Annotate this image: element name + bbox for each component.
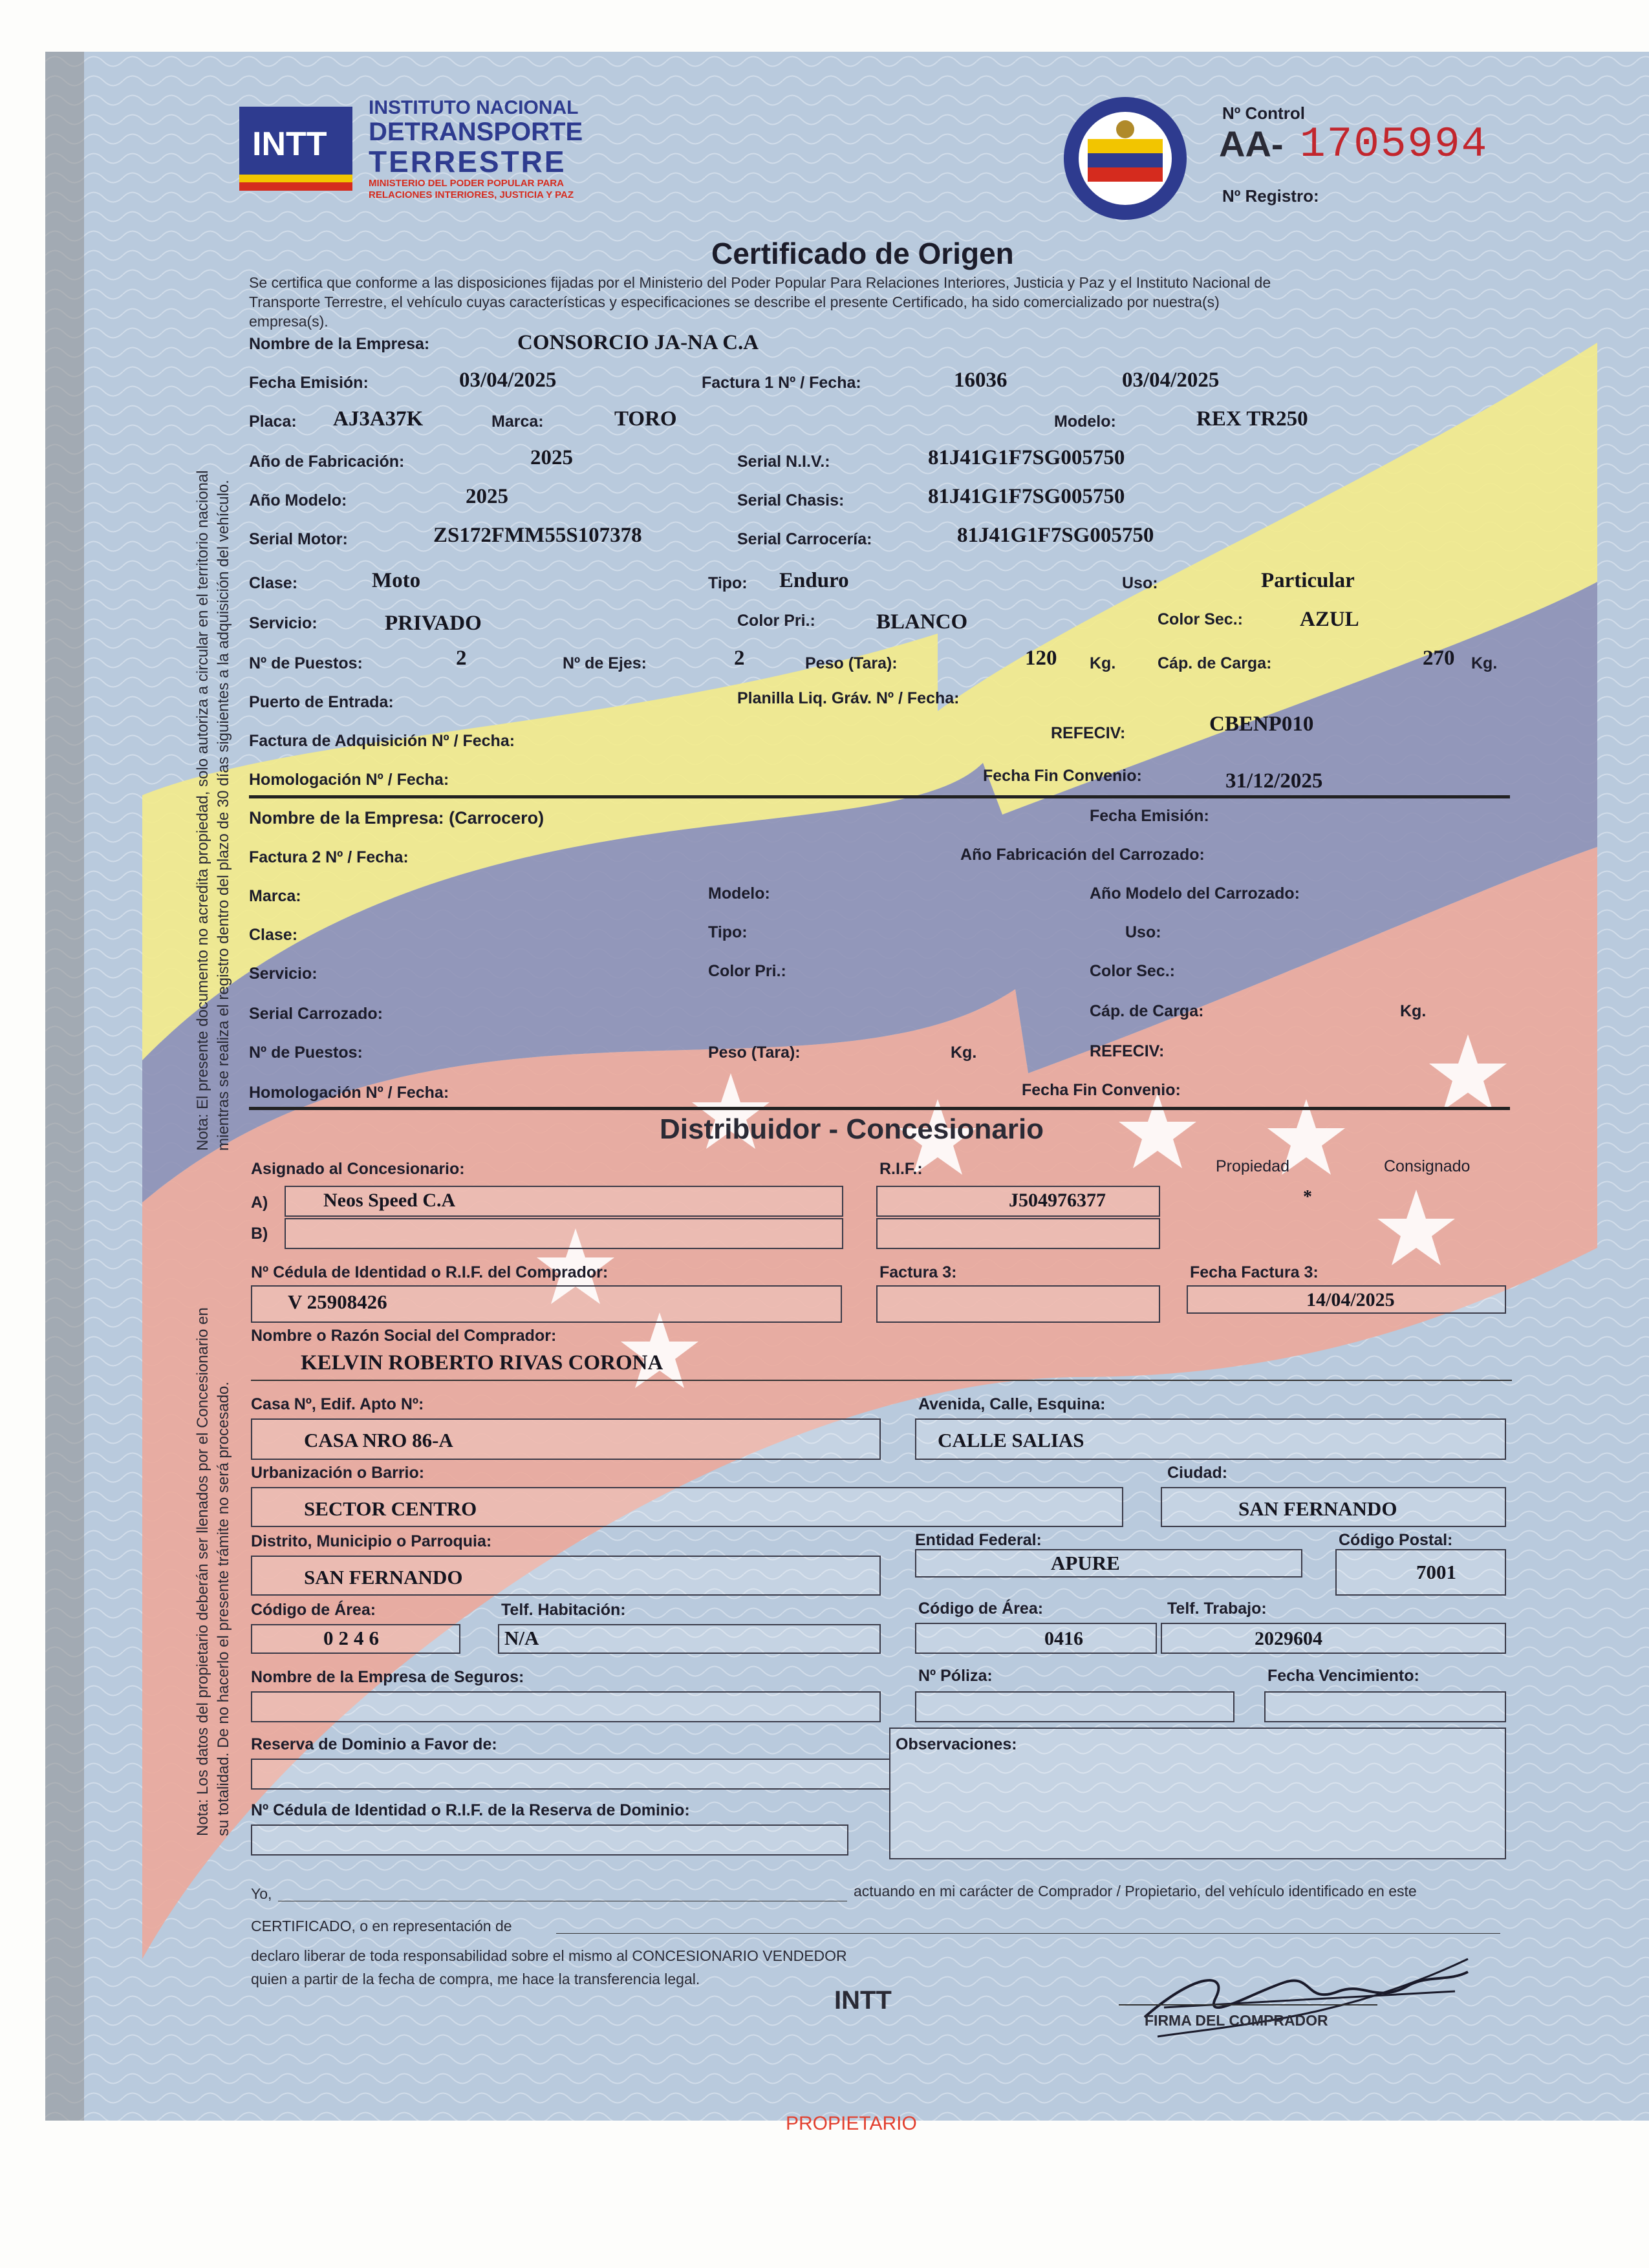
anio-fab-label: Año de Fabricación: xyxy=(249,453,405,471)
carroceria-label: Serial Carrocería: xyxy=(737,530,872,548)
ciudad-value: SAN FERNANDO xyxy=(1238,1497,1397,1520)
modelo-value: REX TR250 xyxy=(1196,407,1308,431)
intro-line2: Transporte Terrestre, el vehículo cuyas características y especificaciones se describe el presente Certificado, ha sido comercializado por nuestra(s) xyxy=(249,294,1220,310)
cedula-value: V 25908426 xyxy=(288,1290,387,1313)
puestos-value: 2 xyxy=(456,647,467,670)
carrocero-empresa-label: Nombre de la Empresa: (Carrocero) xyxy=(249,808,544,828)
carrocero-marca-label: Marca: xyxy=(249,887,301,905)
area2-label: Código de Área: xyxy=(918,1599,1044,1618)
institute-line2: DETRANSPORTE xyxy=(369,118,583,146)
uso-label: Uso: xyxy=(1122,574,1158,592)
page-title: Certificado de Origen xyxy=(711,237,1014,270)
vencimiento-label: Fecha Vencimiento: xyxy=(1267,1667,1419,1685)
fecha-factura3-label: Fecha Factura 3: xyxy=(1190,1263,1319,1281)
casa-label: Casa Nº, Edif. Apto Nº: xyxy=(251,1395,424,1413)
control-number: 1705994 xyxy=(1300,120,1489,169)
carroceria-value: 81J41G1F7SG005750 xyxy=(957,524,1154,547)
comprador-nombre-label: Nombre o Razón Social del Comprador: xyxy=(251,1327,557,1345)
rif-b-field[interactable] xyxy=(876,1218,1160,1249)
motor-label: Serial Motor: xyxy=(249,530,348,548)
rif-label: R.I.F.: xyxy=(879,1160,923,1178)
carrocero-peso-unit: Kg. xyxy=(951,1043,977,1062)
intro-line1: Se certifica que conforme a las disposiciones fijadas por el Ministerio del Poder Popular Para Relaciones Interiores, Justicia y Paz y el Instituto Nacional de xyxy=(249,274,1271,291)
declaration-yo: Yo, xyxy=(251,1885,272,1902)
color-sec-value: AZUL xyxy=(1300,608,1359,631)
section-divider xyxy=(249,795,1510,798)
anio-modelo-label: Año Modelo: xyxy=(249,491,347,509)
intt-logo xyxy=(239,107,352,191)
factura2-label: Factura 2 Nº / Fecha: xyxy=(249,848,409,866)
control-label: Nº Control xyxy=(1222,103,1305,123)
telf-hab-label: Telf. Habitación: xyxy=(501,1601,626,1619)
carrocero-uso-label: Uso: xyxy=(1125,923,1161,941)
fecha-factura3-value: 14/04/2025 xyxy=(1306,1289,1395,1311)
national-seal-icon xyxy=(1061,94,1190,223)
side-note2-line1: Nota: Los datos del propietario deberán ser llenados por el Concesionario en xyxy=(194,1307,211,1836)
carrocero-servicio-label: Servicio: xyxy=(249,965,318,983)
carrocero-homologacion-label: Homologación Nº / Fecha: xyxy=(249,1084,449,1102)
control-prefix: AA- xyxy=(1219,123,1284,164)
institute-line1: INSTITUTO NACIONAL xyxy=(369,97,579,118)
comprador-nombre-value: KELVIN ROBERTO RIVAS CORONA xyxy=(301,1351,663,1375)
carga-label: Cáp. de Carga: xyxy=(1158,654,1272,672)
urbanizacion-value: SECTOR CENTRO xyxy=(304,1497,477,1520)
fecha-emision-label: Fecha Emisión: xyxy=(249,374,369,392)
empresa-value: CONSORCIO JA-NA C.A xyxy=(517,331,759,354)
carrocero-modelo-label: Modelo: xyxy=(708,884,770,903)
telf-trab-label: Telf. Trabajo: xyxy=(1167,1599,1267,1618)
niv-value: 81J41G1F7SG005750 xyxy=(928,446,1125,469)
carrocero-fecha-emision-label: Fecha Emisión: xyxy=(1090,807,1209,825)
fin-convenio-label: Fecha Fin Convenio: xyxy=(983,767,1142,785)
color-sec-label: Color Sec.: xyxy=(1158,610,1243,628)
section-divider xyxy=(249,1107,1510,1110)
ejes-label: Nº de Ejes: xyxy=(563,654,647,672)
logo-abbr: INTT xyxy=(252,125,327,163)
area2-field[interactable] xyxy=(915,1623,1157,1654)
placa-label: Placa: xyxy=(249,412,297,431)
carga-unit: Kg. xyxy=(1471,654,1498,672)
carrocero-refeciv-label: REFECIV: xyxy=(1090,1042,1165,1060)
factura-adq-label: Factura de Adquisición Nº / Fecha: xyxy=(249,732,515,750)
casa-value: CASA NRO 86-A xyxy=(304,1429,453,1451)
side-note1-line2: mientras se realiza el registro dentro del plazo de 30 días siguientes a la adquisición del vehículo. xyxy=(215,480,232,1151)
area1-label: Código de Área: xyxy=(251,1601,376,1619)
side-note2-line2: su totalidad. De no hacerlo el presente trámite no será procesado. xyxy=(215,1381,232,1836)
declaration-line3: declaro liberar de toda responsabilidad sobre el mismo al CONCESIONARIO VENDEDOR xyxy=(251,1947,847,1964)
tipo-value: Enduro xyxy=(779,569,849,592)
firma-label: FIRMA DEL COMPRADOR xyxy=(1145,2012,1328,2029)
ministry-line2: RELACIONES INTERIORES, JUSTICIA Y PAZ xyxy=(369,189,574,200)
avenida-value: CALLE SALIAS xyxy=(938,1429,1084,1451)
clase-value: Moto xyxy=(372,569,421,592)
niv-label: Serial N.I.V.: xyxy=(737,453,830,471)
anio-fab-value: 2025 xyxy=(530,446,573,469)
telf-trab-value: 2029604 xyxy=(1255,1628,1322,1649)
seguros-field[interactable] xyxy=(251,1691,881,1722)
postal-label: Código Postal: xyxy=(1339,1531,1453,1549)
poliza-field[interactable] xyxy=(915,1691,1234,1722)
concesionario-a-value: Neos Speed C.A xyxy=(323,1190,456,1211)
tipo-label: Tipo: xyxy=(708,574,748,592)
vencimiento-field[interactable] xyxy=(1264,1691,1506,1722)
row-a-label: A) xyxy=(251,1193,268,1212)
fecha-emision-value: 03/04/2025 xyxy=(459,369,557,392)
carrocero-color-sec-label: Color Sec.: xyxy=(1090,962,1175,980)
carrocero-clase-label: Clase: xyxy=(249,926,298,944)
observaciones-label: Observaciones: xyxy=(896,1735,1017,1753)
row-b-label: B) xyxy=(251,1225,268,1243)
declaration-line2: CERTIFICADO, o en representación de xyxy=(251,1918,512,1934)
modelo-label: Modelo: xyxy=(1054,412,1116,431)
entidad-label: Entidad Federal: xyxy=(915,1531,1042,1549)
telf-trab-field[interactable] xyxy=(1161,1623,1506,1654)
serial-carrozado-label: Serial Carrozado: xyxy=(249,1005,383,1023)
chasis-value: 81J41G1F7SG005750 xyxy=(928,485,1125,508)
carrocero-carga-label: Cáp. de Carga: xyxy=(1090,1002,1204,1020)
propiedad-mark: * xyxy=(1303,1187,1312,1207)
cedula-reserva-label: Nº Cédula de Identidad o R.I.F. de la Reserva de Dominio: xyxy=(251,1801,690,1819)
placa-value: AJ3A37K xyxy=(333,407,424,431)
urbanizacion-label: Urbanización o Barrio: xyxy=(251,1464,425,1482)
ejes-value: 2 xyxy=(734,647,745,670)
distribuidor-title: Distribuidor - Concesionario xyxy=(660,1113,1044,1145)
carrocero-carga-unit: Kg. xyxy=(1400,1002,1427,1020)
side-note1-line1: Nota: El presente documento no acredita propiedad, solo autoriza a circular en el territorio nacional xyxy=(194,470,211,1151)
poliza-label: Nº Póliza: xyxy=(918,1667,993,1685)
empresa-label: Nombre de la Empresa: xyxy=(249,335,430,353)
anio-modelo-value: 2025 xyxy=(466,485,508,508)
certificate-document xyxy=(45,52,1649,2121)
factura1-date: 03/04/2025 xyxy=(1122,369,1220,392)
rif-a-value: J504976377 xyxy=(1009,1190,1106,1211)
carga-value: 270 xyxy=(1423,647,1455,670)
cedula-label: Nº Cédula de Identidad o R.I.F. del Comprador: xyxy=(251,1263,609,1281)
refeciv-value: CBENP010 xyxy=(1209,712,1314,736)
factura1-number: 16036 xyxy=(954,369,1008,392)
factura3-label: Factura 3: xyxy=(879,1263,957,1281)
carrocero-peso-label: Peso (Tara): xyxy=(708,1043,801,1062)
clase-label: Clase: xyxy=(249,574,298,592)
peso-value: 120 xyxy=(1025,647,1057,670)
consignado-label: Consignado xyxy=(1384,1157,1471,1175)
reserva-label: Reserva de Dominio a Favor de: xyxy=(251,1735,497,1753)
asignado-label: Asignado al Concesionario: xyxy=(251,1160,465,1178)
ciudad-label: Ciudad: xyxy=(1167,1464,1228,1482)
seguros-label: Nombre de la Empresa de Seguros: xyxy=(251,1668,524,1686)
peso-unit: Kg. xyxy=(1090,654,1116,672)
avenida-label: Avenida, Calle, Esquina: xyxy=(918,1395,1106,1413)
distrito-value: SAN FERNANDO xyxy=(304,1566,463,1589)
declaration-line1: actuando en mi carácter de Comprador / Propietario, del vehículo identificado en este xyxy=(854,1883,1417,1899)
postal-value: 7001 xyxy=(1416,1561,1456,1583)
fin-convenio-value: 31/12/2025 xyxy=(1225,769,1323,793)
uso-value: Particular xyxy=(1261,569,1355,592)
marca-label: Marca: xyxy=(491,412,544,431)
homologacion-label: Homologación Nº / Fecha: xyxy=(249,771,449,789)
carrozado-fab-label: Año Fabricación del Carrozado: xyxy=(960,846,1205,864)
marca-value: TORO xyxy=(614,407,677,431)
carrozado-anio-modelo-label: Año Modelo del Carrozado: xyxy=(1090,884,1300,903)
factura1-label: Factura 1 Nº / Fecha: xyxy=(702,374,861,392)
footer-copy-label: PROPIETARIO xyxy=(786,2113,917,2134)
chasis-label: Serial Chasis: xyxy=(737,491,845,509)
carrocero-fin-convenio-label: Fecha Fin Convenio: xyxy=(1022,1081,1181,1099)
servicio-label: Servicio: xyxy=(249,614,318,632)
puerto-label: Puerto de Entrada: xyxy=(249,693,394,711)
carrocero-tipo-label: Tipo: xyxy=(708,923,748,941)
refeciv-label: REFECIV: xyxy=(1051,724,1126,742)
declaration-line4: quien a partir de la fecha de compra, me hace la transferencia legal. xyxy=(251,1971,700,1987)
factura3-field[interactable] xyxy=(876,1285,1160,1323)
servicio-value: PRIVADO xyxy=(385,612,482,635)
intt-mark: INTT xyxy=(834,1986,892,2015)
telf-hab-value: N/A xyxy=(504,1627,539,1649)
area2-value: 0416 xyxy=(1044,1628,1083,1649)
carrocero-puestos-label: Nº de Puestos: xyxy=(249,1043,363,1062)
distrito-label: Distrito, Municipio o Parroquia: xyxy=(251,1532,492,1550)
puestos-label: Nº de Puestos: xyxy=(249,654,363,672)
registro-label: Nº Registro: xyxy=(1222,186,1319,206)
carrocero-color-pri-label: Color Pri.: xyxy=(708,962,786,980)
cedula-reserva-field[interactable] xyxy=(251,1824,848,1856)
color-pri-label: Color Pri.: xyxy=(737,612,815,630)
concesionario-b-field[interactable] xyxy=(285,1218,843,1249)
ministry-line1: MINISTERIO DEL PODER POPULAR PARA xyxy=(369,178,564,189)
peso-label: Peso (Tara): xyxy=(805,654,898,672)
institute-line3: TERRESTRE xyxy=(369,145,566,178)
telf-hab-field[interactable] xyxy=(498,1624,881,1654)
entidad-value: APURE xyxy=(1051,1552,1120,1574)
area1-value: 0246 xyxy=(323,1627,384,1649)
motor-value: ZS172FMM55S107378 xyxy=(433,524,642,547)
reserva-field[interactable] xyxy=(251,1759,890,1790)
intro-line3: empresa(s). xyxy=(249,313,329,330)
color-pri-value: BLANCO xyxy=(876,610,968,634)
propiedad-label: Propiedad xyxy=(1216,1157,1289,1175)
planilla-label: Planilla Liq. Gráv. Nº / Fecha: xyxy=(737,689,960,707)
